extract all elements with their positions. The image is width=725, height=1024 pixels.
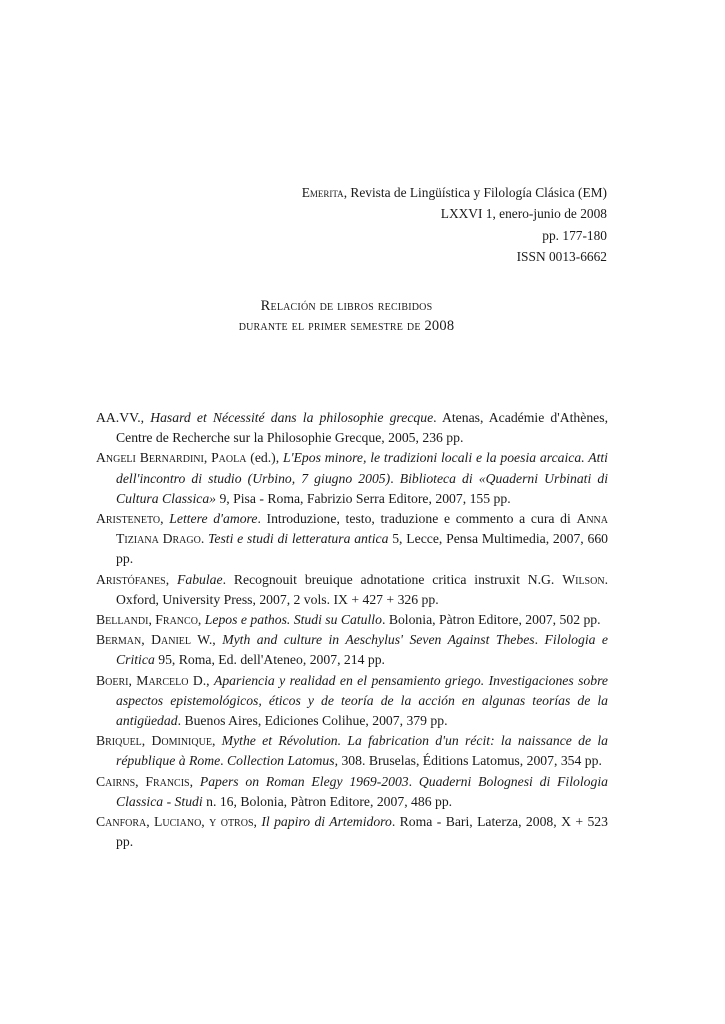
book-detail-text: , 308. Bruselas, Éditions Latomus, 2007, 354 pp. (334, 753, 602, 769)
book-detail-text: 5, Lecce, Pensa Multimedia, 2007, 660 pp. (116, 531, 609, 567)
journal-title-line (302, 182, 607, 203)
book-title-text: Papers on Roman Elegy 1969-2003 (199, 773, 409, 789)
book-title-text: Myth and culture in Aeschylus' Seven Against Thebes (222, 632, 535, 648)
journal-issue: LXXVI 1, enero-junio de 2008 (440, 206, 607, 222)
journal-issn: ISSN 0013-6662 (516, 248, 607, 264)
book-entry (96, 509, 608, 570)
book-detail-text: . Oxford, University Press, 2007, 2 vols. IX + 427 + 326 pp. (116, 571, 608, 607)
book-author: Bellandi, Franco (96, 612, 198, 628)
book-detail-text: , (197, 612, 205, 628)
book-detail-text: , (211, 733, 222, 749)
book-entry (96, 671, 608, 732)
book-title-text: Mythe et Révolution. La fabrication d'un récit: la naissance de la république à Rome (116, 733, 609, 769)
book-entry (96, 610, 608, 630)
book-detail-text: . Atenas, Académie d'Athènes, Centre de Recherche sur la Philosophie Grecque, 2005, 236 pp. (116, 410, 608, 446)
journal-pages: pp. 177-180 (542, 227, 607, 243)
book-author: Angeli Bernardini, Paola (96, 450, 247, 466)
book-detail-text: n. 16, Bolonia, Pàtron Editore, 2007, 486 pp. (202, 793, 453, 809)
book-entry (96, 772, 608, 812)
book-entry (96, 408, 608, 448)
book-author: Aristeneto (96, 511, 161, 527)
book-detail-text: . Buenos Aires, Ediciones Colihue, 2007, 379 pp. (177, 713, 448, 729)
section-title-line-2: durante el primer semestre de 2008 (238, 318, 455, 334)
book-title-text: Hasard et Nécessité dans la philosophie grecque (150, 410, 434, 425)
book-detail-text: 9, Pisa - Roma, Fabrizio Serra Editore, 2007, 155 pp. (216, 490, 511, 506)
book-author: Boeri, Marcelo D. (96, 672, 207, 688)
book-title-text: Filologia e Critica (116, 632, 609, 668)
book-title-text: Apariencia y realidad en el pensamiento griego. Investigaciones sobre aspectos epistemológicos, éticos y de teoría de la acción en algunas teorías de la antigüedad (116, 672, 608, 729)
book-detail-text: , (253, 814, 262, 830)
journal-name: Emerita (301, 185, 344, 200)
book-entry (96, 448, 608, 509)
journal-subtitle: , Revista de Lingüística y Filología Clásica (EM) (343, 185, 607, 200)
book-detail-text: . (534, 632, 545, 648)
book-detail-text: Anna Tiziana Drago (116, 511, 609, 547)
book-entry (96, 630, 608, 670)
book-title-text: Quaderni Bolognesi di Filologia Classica - Studi (116, 773, 608, 809)
book-detail-text: (ed.), (246, 450, 283, 466)
book-author: Berman, Daniel W. (96, 632, 213, 648)
book-title-text: Fabulae (176, 571, 223, 587)
book-detail-text: . Roma - Bari, Laterza, 2008, X + 523 pp. (116, 814, 608, 850)
book-detail-text: . (220, 753, 227, 769)
book-detail-text: . Recognouit breuique adnotatione critica instruxit N.G. (222, 571, 563, 587)
book-title-text: Lettere d'amore (169, 511, 258, 527)
book-entry (96, 812, 608, 852)
book-detail-text: . Introduzione, testo, traduzione e commento a cura di (257, 511, 577, 527)
book-detail-text: 95, Roma, Ed. dell'Ateneo, 2007, 214 pp. (154, 652, 385, 668)
book-author: Aristófanes (96, 571, 166, 587)
book-detail-text: , (212, 632, 223, 648)
book-author: Canfora, Luciano, y otros (96, 814, 254, 830)
book-author: Cairns, Francis (96, 773, 190, 789)
section-title-line-1: Relación de libros recibidos (260, 298, 433, 314)
book-title-text: Collection Latomus (227, 753, 335, 769)
book-entry (96, 570, 608, 610)
book-entry (96, 731, 608, 771)
book-title-text: L'Epos minore, le tradizioni locali e la poesia arcaica. Atti dell'incontro di studio (Urbino, 7 giugno 2005) (116, 450, 608, 486)
book-detail-text: , (206, 672, 214, 688)
book-detail-text: , (165, 571, 177, 587)
book-list (96, 408, 608, 852)
book-title-text: Lepos e pathos. Studi su Catullo (204, 612, 382, 628)
book-title-text: Biblioteca di «Quaderni Urbinati di Cultura Classica» (116, 470, 608, 506)
book-detail-text: , (160, 511, 170, 527)
section-title (0, 296, 693, 336)
book-detail-text: . Bolonia, Pàtron Editore, 2007, 502 pp. (381, 612, 601, 628)
book-detail-text: . (390, 470, 400, 486)
book-title-text: Testi e studi di letteratura antica (208, 531, 389, 547)
book-author: AA.VV., (96, 410, 145, 425)
journal-header (302, 182, 607, 267)
book-title-text: Il papiro di Artemidoro (261, 814, 392, 830)
book-detail-text: . (200, 531, 209, 547)
book-author: Briquel, Dominique (96, 733, 212, 749)
book-detail-text: Wilson (562, 571, 605, 587)
book-detail-text: , (189, 773, 200, 789)
book-detail-text: . (408, 773, 419, 789)
